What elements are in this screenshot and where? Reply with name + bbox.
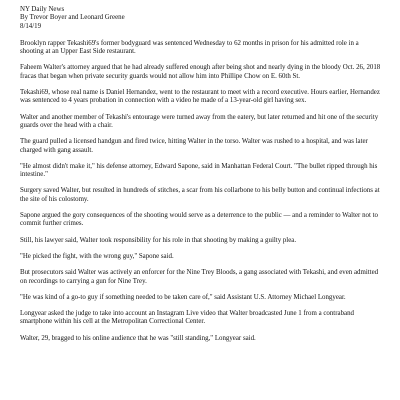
paragraph: The guard pulled a licensed handgun and fired twice, hitting Walter in the torso. Walter was rushed to a hospital, and was later charged with gang assault.: [20, 138, 368, 154]
paragraph: "He picked the fight, with the wrong guy," Sapone said.: [20, 252, 174, 260]
paragraph: "He almost didn't make it," his defense attorney, Edward Sapone, said in Manhattan Federal Court. "The bullet ripped through his intestine.": [20, 162, 378, 179]
paragraph: "He was kind of a go-to guy if something needed to be taken care of," said Assistant U.S. Attorney Michael Longyear.: [20, 293, 346, 301]
article-body: [20, 40, 382, 343]
paragraph: But prosecutors said Walter was actively an enforcer for the Nine Trey Bloods, a gang associated with Tekashi, and even admitted on recordings to carrying a gun for Nine Trey.: [20, 269, 379, 285]
paragraph: Walter and another member of Tekashi's entourage were turned away from the eatery, but later returned and hit one of the security guards over the head with a chair.: [20, 113, 379, 129]
paragraph: Surgery saved Walter, but resulted in hundreds of stitches, a scar from his collarbone to his belly button and continual infections at the site of his colostomy.: [20, 187, 380, 203]
article-date: 8/14/19: [20, 22, 42, 30]
article-header: [20, 6, 382, 31]
paragraph: Tekashi69, whose real name is Daniel Hernandez, went to the restaurant to meet with a record executive. Hours earlier, Hernandez was sentenced to 4 years probation in connection with a video he made of a 13-year-old girl having sex.: [20, 89, 380, 105]
byline: By Trevor Boyer and Leonard Greene: [20, 14, 125, 22]
paragraph: Brooklyn rapper Tekashi69's former bodyguard was sentenced Wednesday to 62 months in prison for his admitted role in a shooting at an Upper East Side restaurant.: [20, 39, 359, 56]
paragraph: Sapone argued the gory consequences of the shooting would serve as a deterrence to the public — and a reminder to Walter not to commit further crimes.: [20, 212, 378, 228]
paragraph: Still, his lawyer said, Walter took responsibility for his role in that shooting by making a guilty plea.: [20, 236, 297, 244]
source-name: NY Daily News: [20, 6, 65, 13]
paragraph: Longyear asked the judge to take into account an Instagram Live video that Walter broadcasted June 1 from a contraband smartphone within his cell at the Metropolitan Correctional Center.: [20, 310, 354, 326]
paragraph: Walter, 29, bragged to his online audience that he was "still standing," Longyear said.: [20, 334, 256, 342]
paragraph: Faheem Walter's attorney argued that he had already suffered enough after being shot and nearly dying in the bloody Oct. 26, 2018 fracas that began when private security guards would not allow him into Phillipe Chow on E. 60th St.: [20, 64, 381, 80]
article: [20, 6, 382, 351]
